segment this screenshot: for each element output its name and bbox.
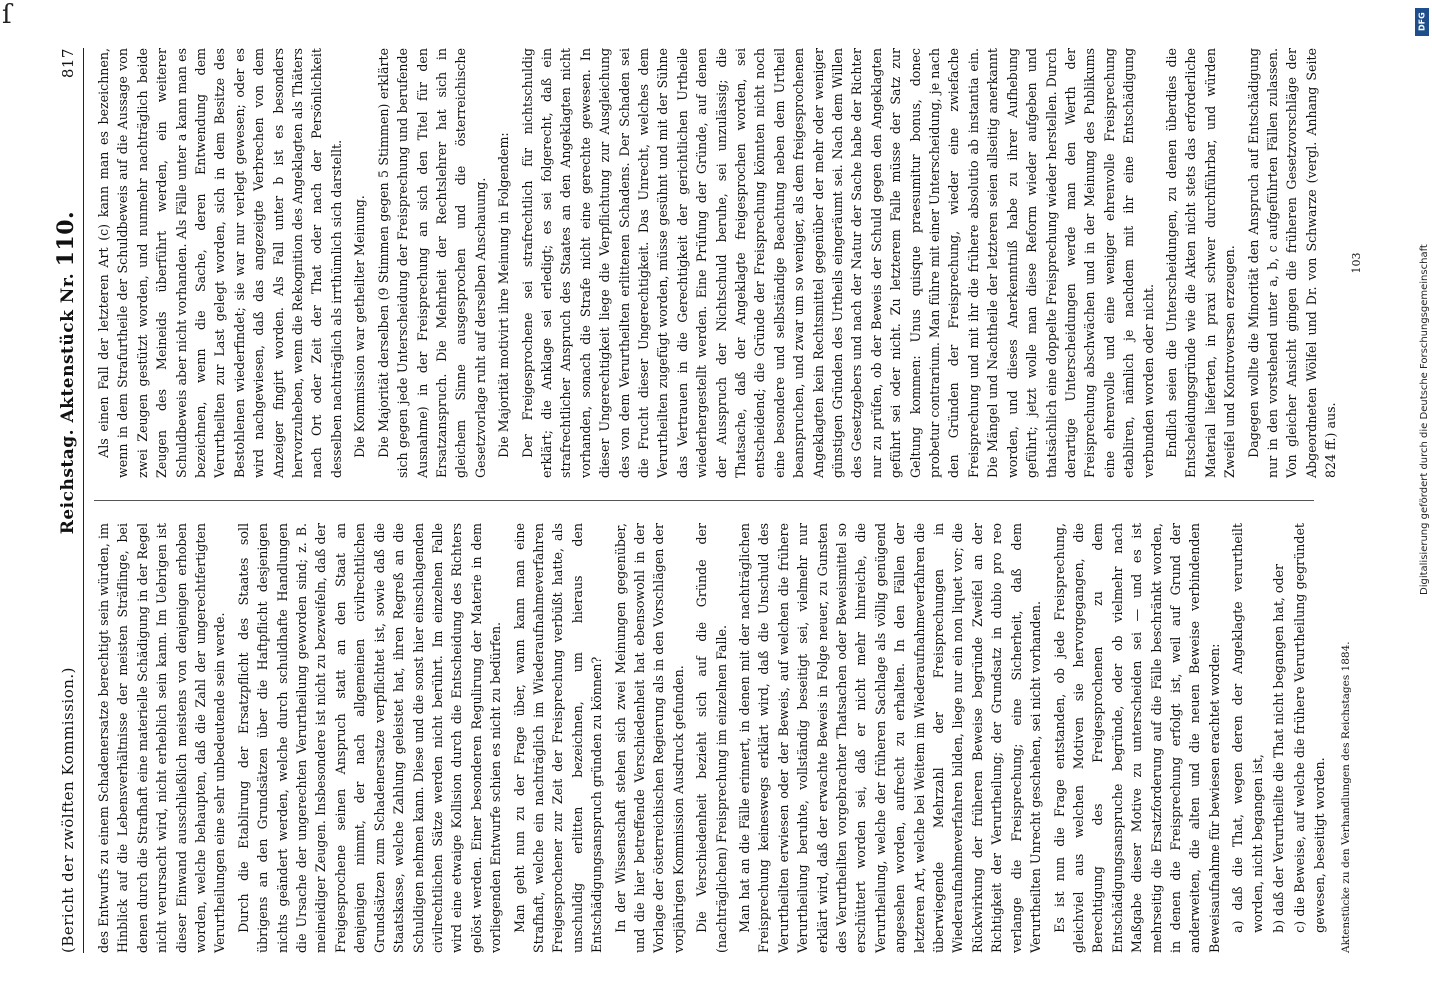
header-page-number: 817 <box>59 48 77 79</box>
header-title <box>53 211 79 534</box>
paragraph: Man hat an die Fälle erinnert, in denen mit der nachträglichen Freisprechung keineswegs erklärt wird, daß die Unschuld des Verurtheilten erwiesen oder der Beweis, auf welchen die frühere Verurtheilung beruhte, vollständig beseitigt sei, vielmehr nur erklärt wird, daß der erwachte Beweis in Folge neuer, zu Gunsten des Verurtheilten vorgebrachter Thatsachen oder Beweismittel so erschüttert worden sei, daß er nicht mehr hinreiche, die Verurtheilung, welche der früheren Sachlage als völlig genügend angesehen worden, aufrecht zu erhalten. In den Fällen der letzteren Art, welche bei Weitem im Wiederaufnahmeverfahren die überwiegende Mehrzahl der Freisprechungen in Wiederaufnahmeverfahren bilden, liege nur ein non liquet vor; die Rückwirkung der früheren Beweise begründe Zweifel an der Richtigkeit der Verurtheilung; der Grundsatz in dubio pro reo verlange die Freisprechung; eine Sicherheit, daß dem Verurtheilten Unrecht geschehen, sei nicht vorhanden. <box>737 523 1044 953</box>
column-divider <box>94 500 1314 501</box>
paragraph: Dagegen wollte die Minorität den Anspruch auf Entschädigung nur in den vorstehend unter a, b, c aufgeführten Fällen zulassen. Von gleicher Ansicht gingen die früheren Gesetzvorschläge der Abgeordneten Wölfel und Dr. von Schwarze (vergl. Anhang Seite 824 ff.) aus. <box>1245 48 1339 478</box>
paragraph: Die Kommission war getheilter Meinung. <box>352 195 368 458</box>
condition-list <box>1228 523 1329 953</box>
dfg-funding-note: Digitalisierung gefördert durch die Deutsche Forschungsgemeinschaft <box>1419 244 1430 596</box>
list-item: c) die Beweise, auf welche die frühere Verurtheilung gegründet gewesen, beseitigt worden. <box>1292 523 1327 933</box>
corner-mark: ſ <box>2 0 12 30</box>
page-header <box>53 48 84 953</box>
paragraph: des Entwurfs zu einem Schadenersatze berechtigt sein würden, im Hinblick auf die Lebensverhältnisse der meisten Sträflinge, bei denen durch die Strafhaft eine materielle Schädigung in der Regel nicht verursacht wird, nicht erheblich sein kann. Im Uebrigen ist dieser Einwand ausschließlich meistens von denjenigen erhoben worden, welche behaupten, daß die Zahl der ungerechtfertigten Verurtheilungen eine sehr unbedeutende sein werde. <box>96 523 228 953</box>
rotated-document-page <box>19 8 1414 993</box>
column-right <box>94 48 1363 478</box>
paragraph: Als einen Fall der letzteren Art (c) kann man es bezeichnen, wenn in dem Strafurtheile der Schuldbeweis auf die Aussage von zwei Zeugen gestützt worden, und nunmehr nachträglich beide Zeugen des Meineids überführt werden, ein weiterer Schuldbeweis aber nicht vorhanden. Als Fälle unter a kann man es bezeichnen, wenn die Sache, deren Entwendung dem Verurtheilten zur Last gelegt worden, sich in dem Besitze des Bestohlenen wiederfindet; sie war nur verlegt gewesen; oder es wird nachgewiesen, daß das angezeigte Verbrechen von dem Anzeiger fingirt worden. Als Fall unter b ist es besonders hervorzuheben, wenn die Rekognition des Angeklagten als Thäters nach Ort oder Zeit der That oder nach der Persönlichkeit desselben nachträglich als irrthümlich sich darstellt. <box>96 48 344 478</box>
dfg-logo-icon: DFG <box>1415 8 1429 36</box>
paragraph: Endlich seien die Unterscheidungen, zu denen überdies die Entscheidungsgründe wie die Akten nicht stets das erforderliche Material lieferten, in praxi schwer durchführbar, und würden Zweifel und Kontroversen erzeugen. <box>1163 48 1238 478</box>
text-columns <box>94 48 1363 953</box>
paragraph: Die Majorität derselben (9 Stimmen gegen 5 Stimmen) erklärte sich gegen jede Unterscheidung der Freisprechung und berufende Ausnahme) in der Freisprechung an sich den Titel für den Ersatzanspruch. Die Mehrheit der Rechtslehrer hat sich in gleichem Sinne ausgesprochen und die österreichische Gesetzvorlage ruht auf derselben Anschauung. <box>375 48 488 478</box>
column-left <box>94 523 1353 953</box>
header-commission: (Bericht der zwölften Kommission.) <box>59 666 77 953</box>
list-item: b) daß der Verurtheilte die That nicht begangen hat, oder <box>1270 563 1286 933</box>
paragraph: Der Freigesprochene sei strafrechtlich für nichtschuldig erklärt; die Anklage sei erledigt; es sei folgerecht, daß ein strafrechtlicher Anspruch des Staates an den Angeklagten nicht vorhanden, sonach die Strafe nicht eine gerechte gewesen. In dieser Ungerechtigkeit liege die Verpflichtung zur Ausgleichung des von dem Verurtheilten erlittenen Schadens. Der Schaden sei die Frucht dieser Ungerechtigkeit. Das Unrecht, welches dem Verurtheilten zugefügt worden, müsse gesühnt und mit der Sühne das Vertrauen in die Gerechtigkeit der gerichtlichen Urtheile wiederhergestellt werden. Eine Prüfung der Gründe, auf denen der Ausspruch der Nichtschuld beruhe, sei unzulässig; die Thatsache, daß der Angeklagte freigesprochen worden, sei entscheidend; die Gründe der Freisprechung könnten nicht noch eine besondere und selbständige Beachtung neben dem Urtheil beanspruchen, und zwar um so weniger, als dem freigesprochenen Angeklagten kein Rechtsmittel gegenüber der mehr oder weniger günstigen Gründen des Urtheils eingeräumt sei. Nach dem Willen des Gesetzgebers und nach der Natur der Sache habe der Richter nur zu prüfen, ob der Beweis der Schuld gegen den Angeklagten geführt sei oder nicht. Zu letzterem Falle müsse der Satz zur Geltung kommen: Unus quisque praesumitur bonus, donec probetur contrarium. Man führe mit einer Unterscheidung, je nach den Gründen der Freisprechung, wieder eine zwiefache Freisprechung und mit ihr die frühere absolutio ab instantia ein. Die Mängel und Nachtheile der letzteren seien allseitig anerkannt worden, und dieses Anerkenntniß habe zu ihrer Aufhebung geführt; jetzt wolle man diese Reform wieder aufgeben und thatsächlich eine doppelte Freisprechung wieder herstellen. Durch derartige Unterscheidungen werde man den Werth der Freisprechung abschwächen und in der Meinung des Publikums eine ehrenvolle und eine weniger ehrenvolle Freisprechung etabliren, nämlich je nachdem mit ihr eine Entschädigung verbunden worden oder nicht. <box>519 48 1156 478</box>
paragraph: Die Majorität motivirt ihre Meinung in Folgendem: <box>496 132 512 458</box>
paragraph: Durch die Etablirung der Ersatzpflicht des Staates soll übrigens an den Grundsätzen über die Haftpflicht desjenigen nichts geändert werden, welche durch schuldhafte Handlungen die Ursache der ungerechten Verurtheilung geworden sind; z. B. meineidiger Zeugen. Insbesondere ist nicht zu bezweifeln, daß der Freigesprochene seinen Anspruch statt an den Staat an denjenigen nimmt, der nach allgemeinen civilrechtlichen Grundsätzen zum Schadenersatze verpflichtet ist, sowie daß die Staatskasse, welche Zahlung geleistet hat, ihren Regreß an die Schuldigen nehmen kann. Diese und die sonst hier einschlagenden civilrechtlichen Sätze werden nicht berührt. Im einzelnen Falle wird eine etwaige Kollision durch die Entscheidung des Richters gelöst werden. Einer besonderen Regulirung der Materie in dem vorliegenden Entwurfe schien es nicht zu bedürfen. <box>235 523 504 953</box>
paragraph: Es ist nun die Frage entstanden, ob jede Freisprechung, gleichviel aus welchen Motiven sie hervorgegangen, die Berechtigung des Freigesprochenen zu dem Entschädigungsanspruche begründe, oder ob vielmehr nach Maßgabe dieser Motive zu unterscheiden sei — und es ist mehrseitig die Ersatzforderung auf die Fälle beschränkt worden, in denen die Freisprechung erfolgt ist, weil auf Grund der anderweiten, die alten und die neuen Beweise verbindenden Beweisaufnahme für bewiesen erachtet worden: <box>1051 523 1222 953</box>
paragraph: In der Wissenschaft stehen sich zwei Meinungen gegenüber, und die hier betreffende Verschiedenheit hat ebensowohl in der Vorlage der österreichischen Regierung als in den Vorschlägen der vorjährigen Kommission Ausdruck gefunden. <box>612 523 686 953</box>
paragraph: Man geht nun zu der Frage über, wann kann man eine Strafhaft, welche ein nachträglich im Wiederaufnahmeverfahren Freigesprochener zur Zeit der Freisprechung verbüßt hatte, als unschuldig erlitten bezeichnen, um hieraus den Entschädigungsanspruch gründen zu können? <box>511 523 605 953</box>
header-prefix: Reichstag. Aktenstück Nr. <box>58 272 78 535</box>
list-item: a) daß die That, wegen deren der Angeklagte verurtheilt worden, nicht begangen ist, <box>1230 523 1265 933</box>
paragraph: Die Verschiedenheit bezieht sich auf die Gründe der (nachträglichen) Freisprechung im einzelnen Falle. <box>694 523 729 953</box>
digitization-sidebar <box>1410 0 1432 1000</box>
footnote: Aktenstücke zu den Verhandlungen des Reichstages 1884. <box>1340 641 1353 953</box>
page-signature: 103 <box>1349 252 1363 274</box>
header-number: 110. <box>53 210 79 267</box>
